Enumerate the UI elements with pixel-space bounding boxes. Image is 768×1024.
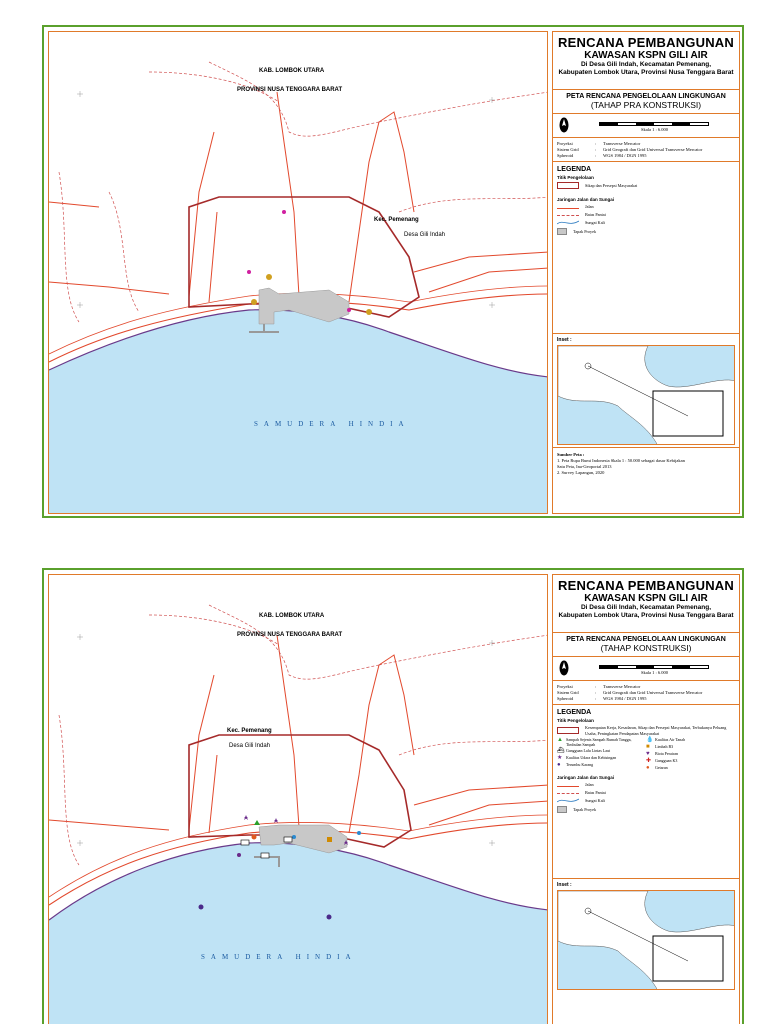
label-regency: KAB. LOMBOK UTARA bbox=[259, 613, 325, 619]
legend-point-label: Limbah B3 bbox=[655, 744, 674, 749]
legend-marker-icon: ♥ bbox=[646, 751, 650, 757]
scale-label: Skala 1 : 6.000 bbox=[641, 127, 668, 132]
legend-item-project: Tapak Proyek bbox=[557, 228, 735, 235]
grid-value: Grid Geografi dan Grid Universal Transverse Mercator bbox=[603, 690, 703, 695]
grid-value: Grid Geografi dan Grid Universal Transverse Mercator bbox=[603, 147, 703, 152]
title-block bbox=[553, 32, 739, 90]
scale-bar bbox=[599, 122, 709, 126]
scale-label: Skala 1 : 6.000 bbox=[641, 670, 668, 675]
legend-point-item bbox=[557, 749, 646, 754]
map-subtitle: KAWASAN KSPN GILI AIR bbox=[584, 50, 708, 61]
legend-column-right bbox=[646, 738, 735, 773]
legend-item-road: Jalan bbox=[557, 782, 735, 788]
inset-canvas bbox=[558, 891, 735, 990]
legend-point-item bbox=[646, 752, 735, 757]
legend-marker-icon: ⛴ bbox=[557, 748, 565, 755]
source-line: Satu Peta, Ina-Geoportal 2013 bbox=[557, 464, 612, 469]
map-phase: (TAHAP KONSTRUKSI) bbox=[600, 643, 692, 653]
spheroid-value: WGS 1984 / DGN 1995 bbox=[603, 696, 647, 701]
legend-item-project: Tapak Proyek bbox=[557, 806, 735, 813]
legend-point-item bbox=[557, 763, 646, 768]
project-area-icon bbox=[557, 228, 567, 235]
north-arrow-icon bbox=[559, 660, 569, 676]
legend-group-points: Titik Pengelolaan bbox=[557, 718, 594, 723]
road-line-icon bbox=[557, 786, 579, 787]
label-district: Kec. Pemenang bbox=[227, 728, 272, 734]
legend-group-network: Jaringan Jalan dan Sungai bbox=[557, 775, 615, 780]
legend-point-item bbox=[557, 738, 646, 747]
inset-map bbox=[557, 890, 735, 990]
inset-map bbox=[557, 345, 735, 445]
legend-marker-icon: ★ bbox=[557, 755, 563, 762]
map-phase: (TAHAP PRA KONSTRUKSI) bbox=[590, 100, 702, 110]
map-subtitle: KAWASAN KSPN GILI AIR bbox=[584, 593, 708, 604]
legend-point-label: Kualitas Udara dan Kebisingan bbox=[566, 755, 617, 761]
legend-column-left bbox=[557, 738, 646, 773]
proj-value: Transverse Mercator bbox=[603, 684, 641, 689]
project-area-icon bbox=[557, 806, 567, 813]
label-village: Desa Gili Indah bbox=[404, 232, 446, 238]
legend-point-label: Sampah Sejenis Sampah Rumah Tangga, Timbulan Sampah bbox=[566, 737, 632, 747]
map-name-block bbox=[553, 633, 739, 657]
map-area bbox=[48, 31, 548, 514]
source-title: Sumber Peta : bbox=[557, 452, 585, 457]
map-title: RENCANA PEMBANGUNAN bbox=[558, 35, 734, 50]
legend-point-item bbox=[557, 756, 646, 761]
legend bbox=[553, 705, 739, 879]
legend-marker-icon: ✚ bbox=[646, 758, 652, 764]
scale-block bbox=[553, 114, 739, 138]
map-location-1: Di Desa Gili Indah, Kecamatan Pemenang, bbox=[580, 604, 712, 611]
inset-canvas bbox=[558, 346, 735, 445]
legend-item-area: Kesempatan Kerja, Kesadaran, Sikap dan Persepsi Masyarakat, Terbukanya Peluang Usaha, Peningkatan Pendapatan Masyarakat bbox=[557, 725, 735, 736]
inset-label: Inset : bbox=[557, 337, 572, 343]
projection-block: Proyeksi : Transverse Mercator Sistem Grid : Grid Geografi dan Grid Universal Transverse Mercator Spheroid : WGS 1984 / DGN 1995 bbox=[553, 138, 739, 162]
legend-point-label: Gangguan Lalu Lintas Laut bbox=[566, 748, 611, 754]
label-village: Desa Gili Indah bbox=[229, 743, 271, 749]
info-panel bbox=[552, 31, 740, 514]
legend-item-river: Sungai Kali bbox=[557, 219, 735, 226]
legend bbox=[553, 162, 739, 334]
grid-key: Sistem Grid bbox=[557, 147, 579, 152]
legend-item-boundary: Batas Pantai bbox=[557, 790, 735, 796]
legend-title: LEGENDA bbox=[557, 709, 592, 716]
spheroid-value: WGS 1984 / DGN 1995 bbox=[603, 153, 647, 158]
map-sheet-pre-construction bbox=[42, 25, 744, 518]
map-name-block bbox=[553, 90, 739, 114]
legend-item-road: Jalan bbox=[557, 204, 735, 210]
source-block bbox=[553, 447, 739, 480]
proj-key: Proyeksi bbox=[557, 684, 573, 689]
boundary-line-icon bbox=[557, 793, 579, 794]
legend-point-item bbox=[646, 766, 735, 771]
map-location-2: Kabupaten Lombok Utara, Provinsi Nusa Tenggara Barat bbox=[558, 69, 734, 76]
map-sheet-construction bbox=[42, 568, 744, 1024]
legend-point-item bbox=[646, 738, 735, 743]
legend-marker-icon: ● bbox=[557, 762, 561, 769]
river-line-icon bbox=[557, 219, 579, 226]
grid-key: Sistem Grid bbox=[557, 690, 579, 695]
river-line-icon bbox=[557, 797, 579, 804]
label-province: PROVINSI NUSA TENGGARA BARAT bbox=[237, 87, 343, 93]
road-line-icon bbox=[557, 208, 579, 209]
source-line: 2. Survey Lapangan, 2020 bbox=[557, 470, 605, 475]
scale-block bbox=[553, 657, 739, 681]
info-panel bbox=[552, 574, 740, 1024]
label-province: PROVINSI NUSA TENGGARA BARAT bbox=[237, 632, 343, 638]
legend-group-points: Titik Pengelolaan bbox=[557, 175, 594, 180]
map-location-1: Di Desa Gili Indah, Kecamatan Pemenang, bbox=[580, 61, 712, 68]
area-symbol-icon bbox=[557, 182, 579, 189]
legend-point-item bbox=[646, 759, 735, 764]
legend-title: LEGENDA bbox=[557, 166, 592, 173]
proj-value: Transverse Mercator bbox=[603, 141, 641, 146]
label-regency: KAB. LOMBOK UTARA bbox=[259, 68, 325, 74]
area-symbol-icon bbox=[557, 727, 579, 734]
legend-marker-icon: ■ bbox=[646, 744, 650, 750]
legend-item-area: Sikap dan Persepsi Masyarakat bbox=[557, 182, 735, 189]
map-area bbox=[48, 574, 548, 1024]
legend-point-label: Gangguan K3 bbox=[655, 758, 678, 763]
label-district: Kec. Pemenang bbox=[374, 217, 419, 223]
scale-bar bbox=[599, 665, 709, 669]
legend-item-boundary: Batas Pantai bbox=[557, 212, 735, 218]
legend-item-river: Sungai Kali bbox=[557, 797, 735, 804]
legend-point-label: Biota Perairan bbox=[655, 751, 678, 756]
projection-block: Proyeksi : Transverse Mercator Sistem Grid : Grid Geografi dan Grid Universal Transverse Mercator Spheroid : WGS 1984 / DGN 1995 bbox=[553, 681, 739, 705]
legend-point-item bbox=[646, 745, 735, 750]
map-name: PETA RENCANA PENGELOLAAN LINGKUNGAN bbox=[566, 636, 726, 643]
legend-point-columns bbox=[557, 738, 735, 773]
source-line: 1. Peta Rupa Bumi Indonesia Skala 1 : 50.000 sebagai dasar Kebijakan bbox=[557, 458, 685, 463]
north-arrow-icon bbox=[559, 117, 569, 133]
title-block bbox=[553, 575, 739, 633]
inset-label: Inset : bbox=[557, 882, 572, 888]
label-sea: SAMUDERA HINDIA bbox=[254, 420, 410, 428]
legend-marker-icon: ● bbox=[646, 765, 650, 771]
legend-group-network: Jaringan Jalan dan Sungai bbox=[557, 197, 615, 202]
legend-marker-icon: ▲ bbox=[557, 737, 563, 743]
map-title: RENCANA PEMBANGUNAN bbox=[558, 578, 734, 593]
legend-point-label: Terumbu Karang bbox=[566, 762, 594, 768]
legend-point-label: Kualitas Air Tanah bbox=[655, 737, 686, 742]
proj-key: Proyeksi bbox=[557, 141, 573, 146]
legend-point-label: Getaran bbox=[655, 765, 668, 770]
boundary-line-icon bbox=[557, 215, 579, 216]
map-location-2: Kabupaten Lombok Utara, Provinsi Nusa Tenggara Barat bbox=[558, 612, 734, 619]
label-sea: SAMUDERA HINDIA bbox=[201, 953, 357, 961]
spheroid-key: Spheroid bbox=[557, 153, 574, 158]
map-name: PETA RENCANA PENGELOLAAN LINGKUNGAN bbox=[566, 93, 726, 100]
spheroid-key: Spheroid bbox=[557, 696, 574, 701]
map-canvas bbox=[49, 32, 548, 514]
legend-marker-icon: 💧 bbox=[646, 737, 654, 743]
